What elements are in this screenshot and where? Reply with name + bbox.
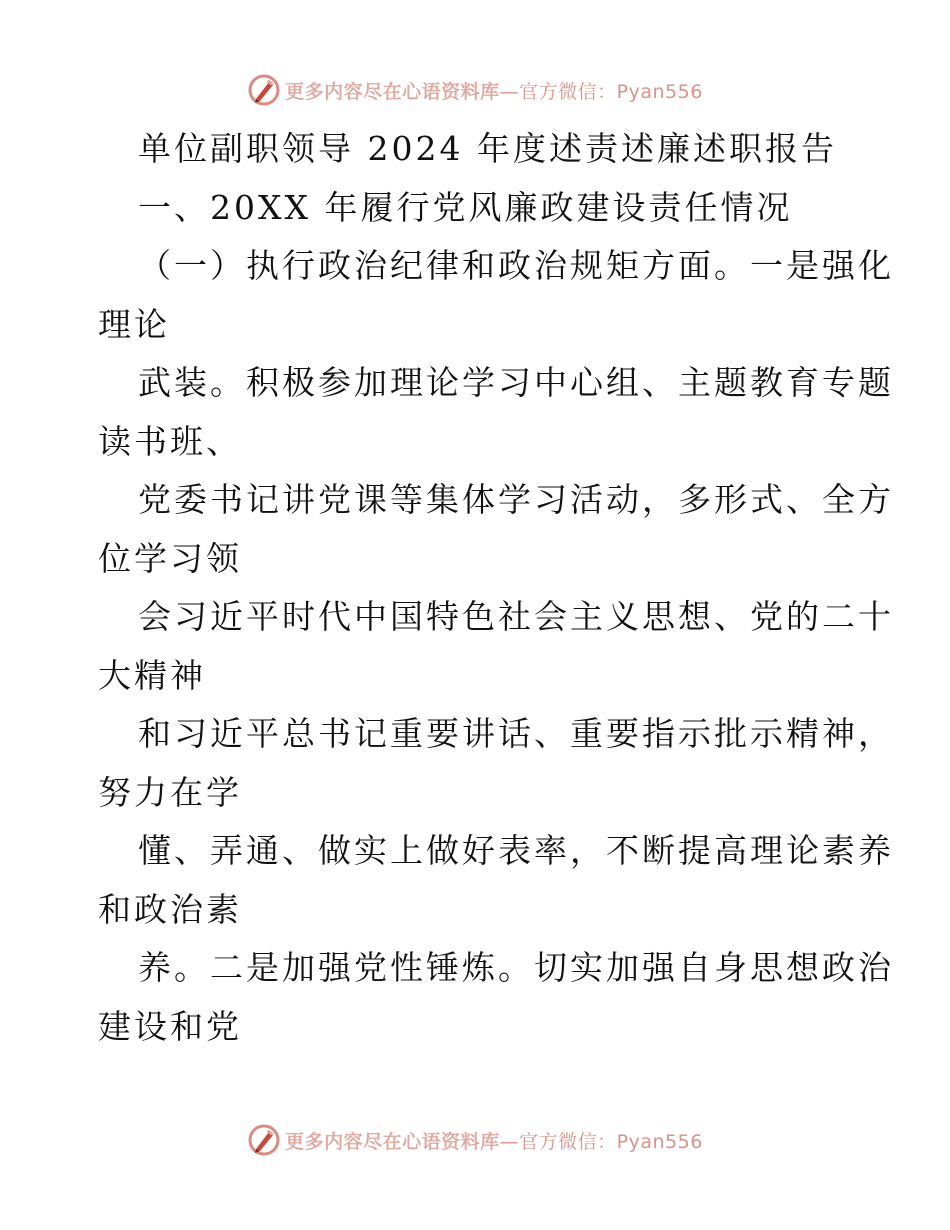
document-body: [98, 120, 894, 1056]
body-line: 读书班、: [98, 421, 242, 461]
body-line: （一）执行政治纪律和政治规矩方面。一是强化: [138, 246, 894, 285]
watermark-site-text: 更多内容尽在心语资料库: [285, 1130, 500, 1153]
section-heading-1: 一、20XX 年履行党风廉政建设责任情况: [138, 187, 793, 227]
body-line: 会习近平时代中国特色社会主义思想、党的二十: [138, 597, 894, 636]
body-line: 和政治素: [98, 889, 242, 929]
body-line: 武装。积极参加理论学习中心组、主题教育专题: [138, 363, 894, 402]
watermark-contact-text: —官方微信：Pyan556: [499, 80, 703, 103]
pen-logo-icon: [247, 73, 281, 107]
body-line: 大精神: [98, 655, 206, 695]
watermark-banner-bottom: [0, 1120, 950, 1160]
watermark-banner-top: [0, 70, 950, 110]
watermark-site-text: 更多内容尽在心语资料库: [285, 80, 500, 103]
body-line: 理论: [98, 304, 170, 344]
document-title: 单位副职领导 2024 年度述责述廉述职报告: [138, 129, 837, 168]
body-line: 养。二是加强党性锤炼。切实加强自身思想政治: [138, 948, 894, 987]
pen-logo-icon: [247, 1123, 281, 1157]
body-line: 懂、弄通、做实上做好表率，不断提高理论素养: [138, 831, 894, 870]
body-line: 位学习领: [98, 538, 242, 578]
body-line: 和习近平总书记重要讲话、重要指示批示精神，: [138, 714, 894, 753]
body-line: 努力在学: [98, 772, 242, 812]
watermark-contact-text: —官方微信：Pyan556: [499, 1130, 703, 1153]
body-line: 党委书记讲党课等集体学习活动，多形式、全方: [138, 480, 894, 519]
body-line: 建设和党: [98, 1006, 242, 1046]
